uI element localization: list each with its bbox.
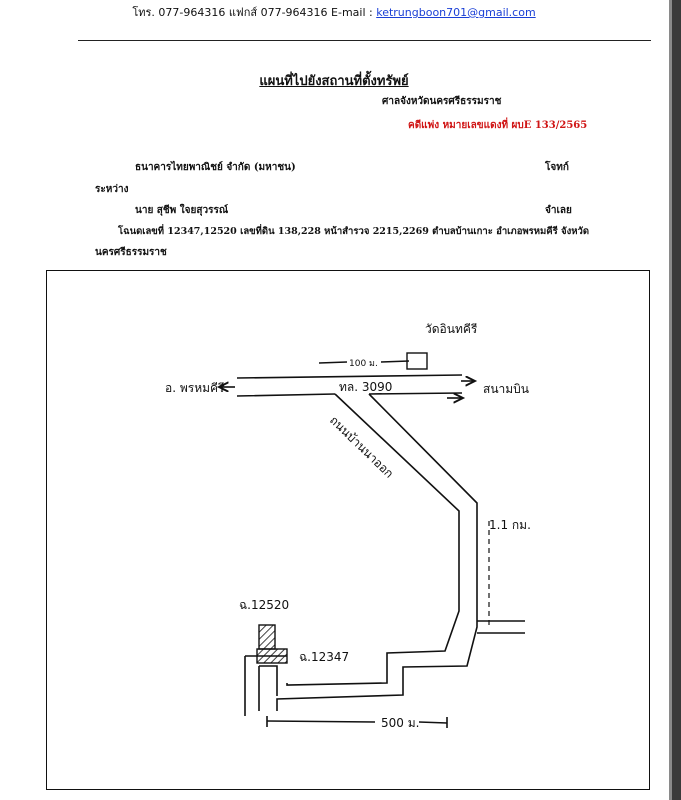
side-road-left-edge xyxy=(287,394,459,685)
highway-top-edge xyxy=(237,375,462,378)
defendant-role: จำเลย xyxy=(545,205,572,216)
map-drawing xyxy=(47,271,651,791)
plaintiff-name: ธนาคารไทยพาณิชย์ จำกัด (มหาชน) xyxy=(135,162,296,173)
distance-100m: 100 ม. xyxy=(349,359,378,369)
parcel-12347-shape xyxy=(257,649,287,663)
case-number: คดีแพ่ง หมายเลขแดงที่ ผบE 133/2565 xyxy=(408,120,588,131)
property-description: โฉนดเลขที่ 12347,12520 เลขที่ดิน 138,228 หน้าสำรวจ 2215,2269 ตำบลบ้านเกาะ อำเภอพรหมคีรี จังหวัด xyxy=(118,226,590,237)
distance-500m: 500 ม. xyxy=(381,716,420,730)
plaintiff-role: โจทก์ xyxy=(545,162,569,173)
temple-building xyxy=(407,353,427,369)
parcel-12347-label: ฉ.12347 xyxy=(299,650,350,664)
property-province: นครศรีธรรมราช xyxy=(95,247,167,258)
property-map xyxy=(46,270,650,790)
contact-phone-fax: โทร. 077-964316 แฟกส์ 077-964316 E-mail : xyxy=(132,6,377,19)
court-name: ศาลจังหวัดนครศรีธรรมราช xyxy=(382,96,502,107)
document-title: แผนที่ไปยังสถานที่ตั้งทรัพย์ xyxy=(259,74,409,89)
road-label: ทล. 3090 xyxy=(339,380,393,394)
parcel-12520-shape xyxy=(259,625,275,649)
email-link[interactable]: ketrungboon701@gmail.com xyxy=(376,6,536,19)
parcel-12520-label: ฉ.12520 xyxy=(239,598,290,612)
between-label: ระหว่าง xyxy=(95,184,129,195)
cross-road xyxy=(477,621,525,633)
header-divider xyxy=(78,40,651,41)
temple-label: วัดอินทคีรี xyxy=(425,322,478,336)
viewer-scroll-edge xyxy=(669,0,681,800)
left-destination: อ. พรหมคีรี xyxy=(165,381,225,395)
side-road-label: ถนนบ้านนาออก xyxy=(326,413,397,481)
dim-500m xyxy=(267,721,447,723)
right-destination: สนามบิน xyxy=(483,382,529,396)
parcel-driveway xyxy=(245,656,287,716)
distance-1-1km: 1.1 กม. xyxy=(489,518,531,532)
contact-line xyxy=(0,3,668,21)
defendant-name: นาย สุชีพ ใจยสุวรรณ์ xyxy=(135,205,229,216)
